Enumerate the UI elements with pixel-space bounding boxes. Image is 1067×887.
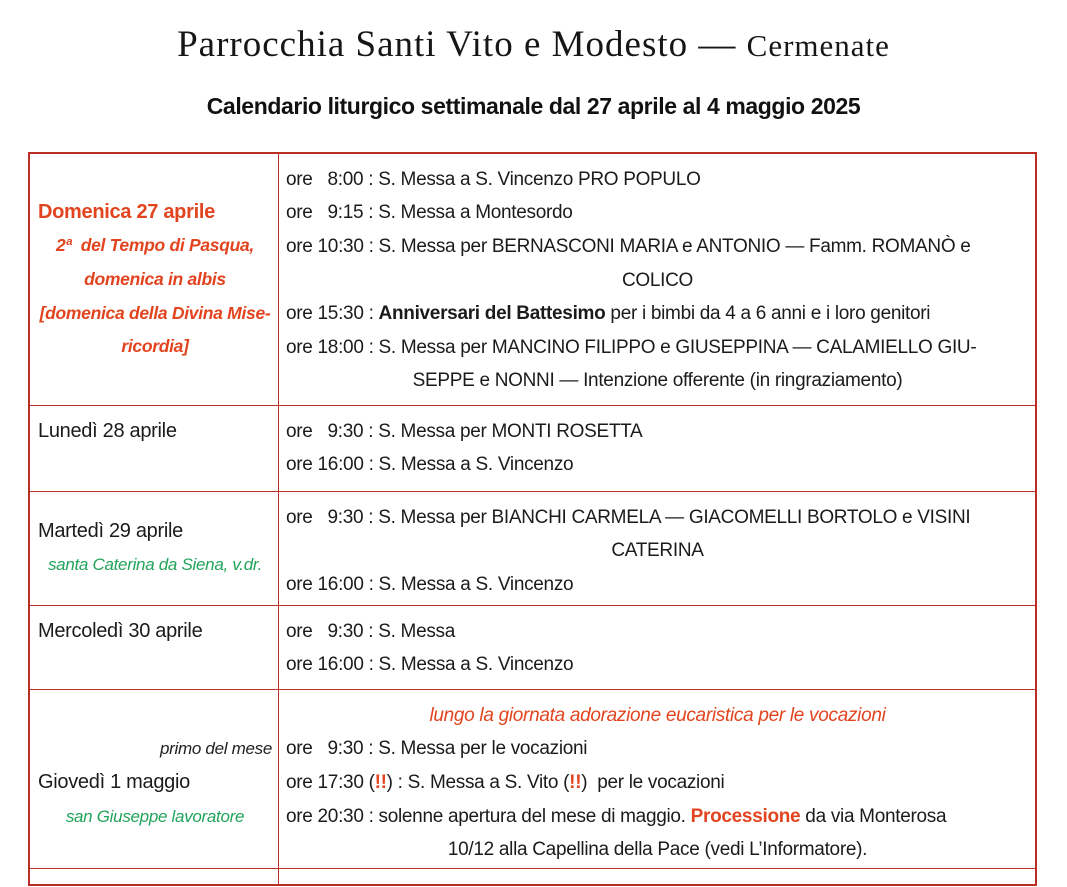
mass-entry-line [286,699,1029,733]
day-label-line [38,229,272,263]
mass-entry-segment: da via Monterosa [800,805,947,827]
mass-entry-line [286,766,1029,800]
day-label-text: [domenica della Divina Mise- [39,302,271,323]
mass-entry-segment: COLICO [621,269,694,291]
day-label-line [38,415,272,449]
row-empty-partial-day-cell [30,869,278,884]
mass-entry-segment: ore 20:30 : solenne apertura del mese di maggio. [286,805,691,827]
day-label-line [38,196,272,230]
day-label-text: Lunedì 28 aprile [38,420,177,443]
row-mercoledi-30-aprile-day-cell [30,606,278,689]
day-label-line [38,699,272,733]
row-giovedi-1-maggio [30,690,1035,869]
day-label-text: primo del mese [159,739,272,759]
mass-entry-line [286,568,1029,602]
mass-entry-segment: ore 10:30 : S. Messa per BERNASCONI MARIA e ANTONIO — Famm. ROMANÒ e [286,235,971,257]
mass-entry-segment: Anniversari del Battesimo [378,303,606,325]
row-domenica-27-aprile-details-cell [278,154,1035,405]
mass-entry-segment: ) per le vocazioni [581,771,725,793]
row-lunedi-28-aprile-day-cell [30,406,278,491]
day-label-text: ricordia] [121,336,189,357]
mass-entry-line [286,230,1029,264]
liturgical-calendar-table [28,152,1037,886]
mass-entry-segment: ) : S. Messa a S. Vito ( [386,771,570,793]
day-label-text: Giovedì 1 maggio [38,771,190,794]
mass-entry-segment: ore 9:30 : S. Messa per MONTI ROSETTA [286,420,643,442]
row-domenica-27-aprile [30,154,1035,406]
day-label-line [38,766,272,800]
mass-entry-line [286,649,1029,683]
day-label-text: Martedì 29 aprile [38,520,183,543]
mass-entry-line [286,163,1029,197]
mass-entry-segment: !! [569,771,582,793]
row-giovedi-1-maggio-details-cell [278,690,1035,868]
mass-entry-segment: ore 8:00 : S. Messa a S. Vincenzo PRO POPULO [286,168,701,190]
day-label-line [38,330,272,364]
row-martedi-29-aprile-details-cell [278,492,1035,605]
mass-entry-segment: SEPPE e NONNI — Intenzione offerente (in ringraziamento) [412,370,903,392]
day-label-text: san Giuseppe lavoratore [65,806,245,826]
day-label-text: santa Caterina da Siena, v.dr. [47,555,263,575]
calendar-subtitle: Calendario liturgico settimanale dal 27 aprile al 4 maggio 2025 [206,93,861,119]
mass-entry-segment: ore 9:30 : S. Messa per le vocazioni [286,738,588,760]
mass-entry-line [286,415,1029,449]
day-label-text: Mercoledì 30 aprile [38,620,203,643]
town-name: Cermenate [746,28,890,63]
mass-entry-segment: Processione [690,805,801,827]
mass-entry-line [286,297,1029,331]
day-label-line [38,549,272,583]
mass-entry-segment: ore 16:00 : S. Messa a S. Vincenzo [286,454,574,476]
row-mercoledi-30-aprile-details-cell [278,606,1035,689]
mass-entry-line [286,331,1029,365]
day-label-line [38,800,272,834]
row-martedi-29-aprile [30,492,1035,606]
mass-entry-line [286,365,1029,399]
day-label-line [38,263,272,297]
day-label-line [38,515,272,549]
day-label-line [38,296,272,330]
mass-entry-line [286,800,1029,834]
day-label-text: domenica in albis [84,269,226,289]
mass-entry-segment: CATERINA [611,540,704,562]
mass-entry-segment: lungo la giornata adorazione eucaristica per le vocazioni [429,704,886,726]
mass-entry-line [286,197,1029,231]
day-label-text: Domenica 27 aprile [38,200,215,223]
mass-entry-segment: ore 18:00 : S. Messa per MANCINO FILIPPO e GIUSEPPINA — CALAMIELLO GIU- [286,336,977,358]
mass-entry-line [286,615,1029,649]
mass-entry-segment: ore 9:30 : S. Messa per BIANCHI CARMELA — GIACOMELLI BORTOLO e VISINI [286,506,971,528]
row-domenica-27-aprile-day-cell [30,154,278,405]
mass-entry-segment: ore 17:30 ( [286,771,375,793]
row-giovedi-1-maggio-day-cell [30,690,278,868]
mass-entry-line [286,833,1029,867]
day-label-line [38,733,272,767]
parish-name: Parrocchia Santi Vito e Modesto — [177,24,737,65]
row-empty-partial-details-cell [278,869,1035,884]
mass-entry-line [286,449,1029,483]
row-mercoledi-30-aprile [30,606,1035,690]
mass-entry-line [286,535,1029,569]
page-title [0,14,1067,77]
mass-entry-segment: ore 15:30 : [286,303,379,325]
mass-entry-line [286,264,1029,298]
mass-entry-segment: 10/12 alla Capellina della Pace (vedi L’Informatore). [447,839,868,861]
mass-entry-segment: ore 9:15 : S. Messa a Montesordo [286,202,573,224]
row-empty-partial [30,869,1035,884]
document-header [0,0,1067,121]
mass-entry-line [286,733,1029,767]
day-label-line [38,615,272,649]
mass-entry-line [286,501,1029,535]
mass-entry-segment: ore 16:00 : S. Messa a S. Vincenzo [286,573,574,595]
day-label-text: 2ª del Tempo di Pasqua, [56,235,254,256]
mass-entry-segment: per i bimbi da 4 a 6 anni e i loro genitori [605,303,931,325]
mass-entry-segment: ore 16:00 : S. Messa a S. Vincenzo [286,654,574,676]
mass-entry-segment: ore 9:30 : S. Messa [286,620,456,642]
row-martedi-29-aprile-day-cell [30,492,278,605]
mass-entry-segment: !! [374,771,387,793]
row-lunedi-28-aprile-details-cell [278,406,1035,491]
row-lunedi-28-aprile [30,406,1035,492]
